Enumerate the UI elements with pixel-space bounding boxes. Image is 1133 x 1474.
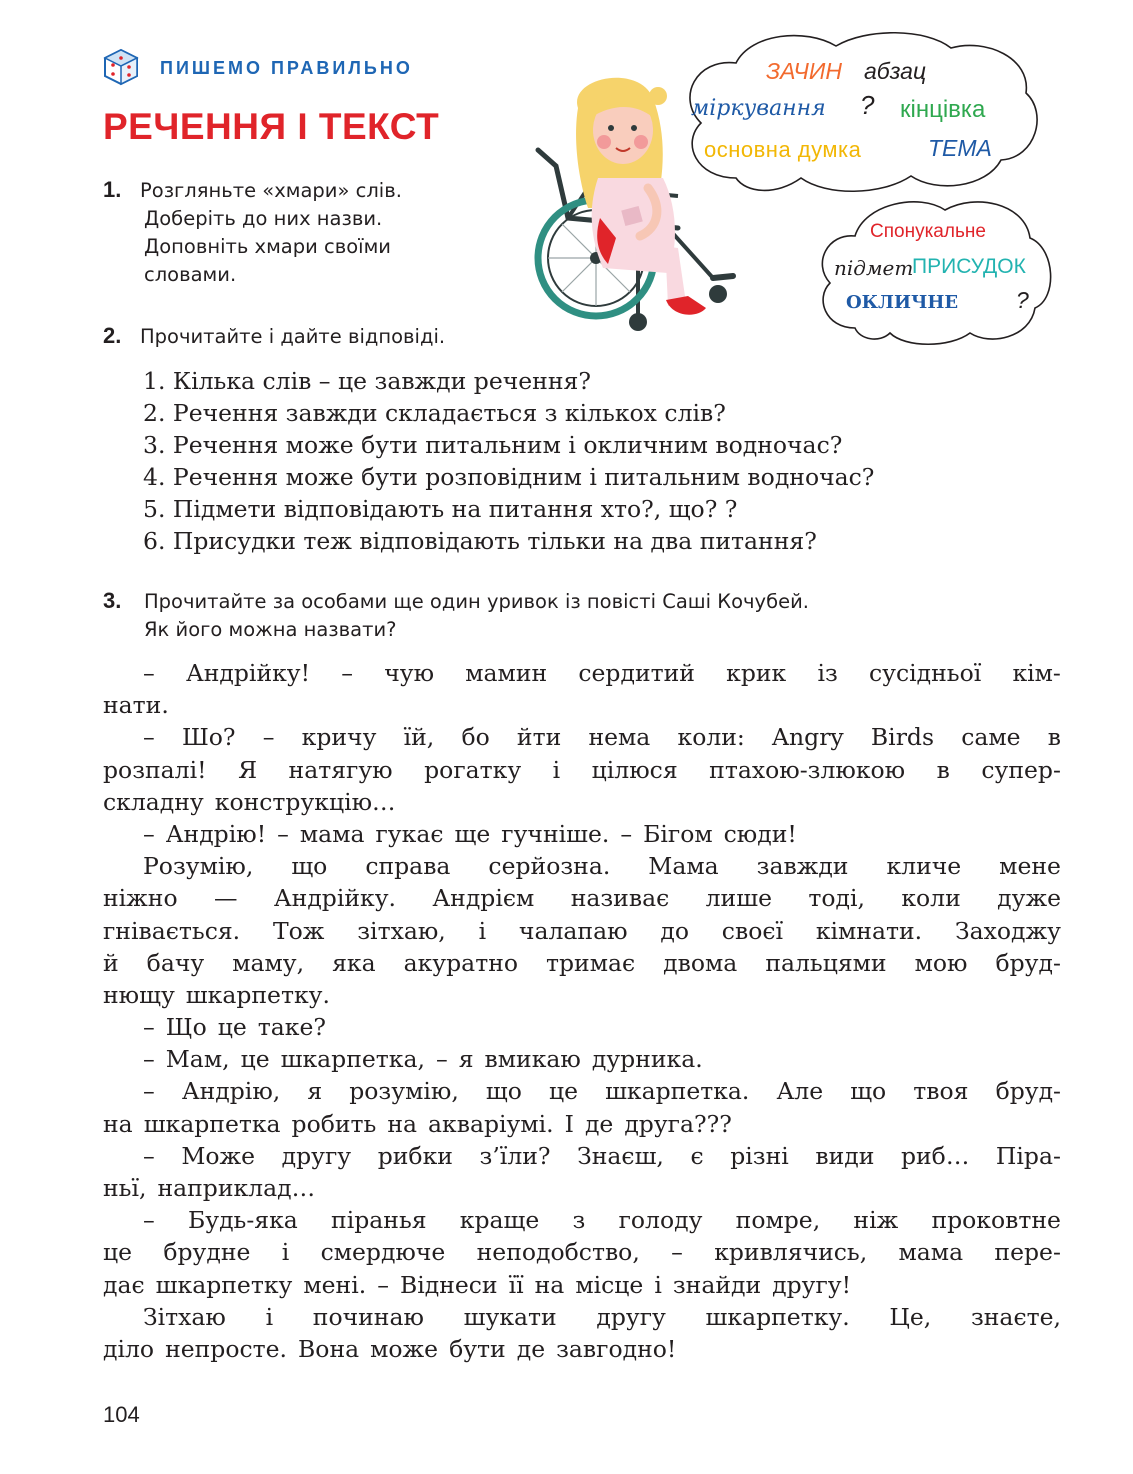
task-line: Доповніть хмари своїми (144, 235, 391, 258)
story-excerpt (103, 657, 1061, 1365)
cloud-word-oklychne: ОКЛИЧНЕ (846, 292, 959, 313)
story-line: нющу шкарпетку. (103, 980, 330, 1009)
question-item: 5. Підмети відповідають на питання хто?, що? ? (143, 495, 738, 523)
story-line: це брудне і смердюче неподобство, – кривлячись, мама пере- (103, 1238, 1061, 1267)
word-cloud-top (676, 28, 1046, 198)
story-line: на шкарпетка робить на акваріумі. І де друга??? (103, 1109, 732, 1138)
task-line: Як його можна назвати? (144, 618, 397, 641)
cloud-word-osnovna-dumka: основна думка (704, 137, 862, 162)
cloud-word-zachyn: ЗАЧИН (766, 58, 842, 84)
story-line: Розумію, що справа серйозна. Мама завжди кличе мене (143, 852, 1061, 881)
story-line: ніжно — Андрійку. Андрієм називає лише тоді, коли дуже (103, 884, 1061, 913)
story-line: нати. (103, 691, 169, 720)
story-line: діло непросте. Вона може бути де завгодно! (103, 1334, 677, 1363)
cloud-word-tema: ТЕМА (928, 135, 992, 161)
cloud-word-abzats: абзац (864, 58, 927, 84)
story-line: – Андрію! – мама гукає ще гучніше. – Бігом сюди! (143, 819, 797, 848)
task-line: Прочитайте за особами ще один уривок із повісті Саші Кочубей. (144, 590, 809, 613)
task-line: словами. (144, 263, 237, 286)
word-cloud-bottom (810, 188, 1060, 348)
cloud-word-prysudok: ПРИСУДОК (912, 255, 1026, 278)
story-line: ньї, наприклад… (103, 1174, 316, 1202)
task-1-text (140, 177, 520, 289)
story-line: складну конструкцію… (103, 787, 396, 816)
page-title: РЕЧЕННЯ І ТЕКСТ (103, 106, 440, 147)
task-number: 2. (103, 323, 122, 348)
story-line: – Мам, це шкарпетка, – я вмикаю дурника. (143, 1045, 703, 1074)
task-2-text: Прочитайте і дайте відповіді. (140, 325, 446, 348)
cloud-word-question: ? (1016, 287, 1029, 313)
question-item: 2. Речення завжди складається з кількох слів? (143, 399, 726, 427)
task-line: Доберіть до них назви. (144, 207, 383, 230)
story-line: – Андрію, я розумію, що це шкарпетка. Але що твоя бруд- (143, 1077, 1061, 1106)
question-item: 4. Речення може бути розповідним і питальним водночас? (143, 463, 875, 491)
story-line: – Будь-яка піранья краще з голоду помре, ніж проковтне (143, 1206, 1061, 1235)
story-line: – Шо? – кричу їй, бо йти нема коли: Angry Birds саме в (143, 723, 1061, 752)
story-line: – Що це таке? (143, 1013, 326, 1042)
story-line: Зітхаю і починаю шукати другу шкарпетку. Це, знаєте, (143, 1302, 1061, 1331)
question-item: 6. Присудки теж відповідають тільки на два питання? (143, 527, 817, 555)
cloud-word-kintsivka: кінцівка (900, 96, 986, 123)
story-line: й бачу маму, яка акуратно тримає двома пальцями мою бруд- (103, 948, 1061, 977)
story-line: дає шкарпетку мені. – Віднеси її на місце і знайди другу! (103, 1270, 852, 1299)
question-item: 1. Кілька слів – це завжди речення? (143, 367, 591, 395)
cloud-word-question: ? (860, 90, 875, 120)
task-3-text (144, 588, 1024, 644)
story-line: – Андрійку! – чую мамин сердитий крик із сусідньої кім- (143, 659, 1061, 687)
dice-cube-icon (101, 47, 141, 87)
question-list (143, 365, 874, 557)
section-label: ПИШЕМО ПРАВИЛЬНО (160, 58, 413, 78)
question-item: 3. Речення може бути питальним і окличним водночас? (143, 431, 843, 459)
cloud-word-mirkuvannia: міркування (691, 96, 826, 121)
task-line: Розгляньте «хмари» слів. (140, 179, 402, 202)
task-number: 1. (103, 177, 122, 202)
task-number: 3. (103, 588, 122, 613)
cloud-word-pidmet: підмет (834, 256, 914, 280)
story-line: гнівається. Тож зітхаю, і чалапаю до своєї кімнати. Заходжу (103, 916, 1061, 945)
cloud-word-sponukalne: Спонукальне (870, 221, 986, 242)
story-line: – Може другу рибки з’їли? Знаєш, є різні види риб… Піра- (143, 1141, 1061, 1170)
page-number: 104 (103, 1402, 140, 1427)
story-line: розпалі! Я натягую рогатку і цілюся птахою-злюкою в супер- (103, 755, 1061, 784)
